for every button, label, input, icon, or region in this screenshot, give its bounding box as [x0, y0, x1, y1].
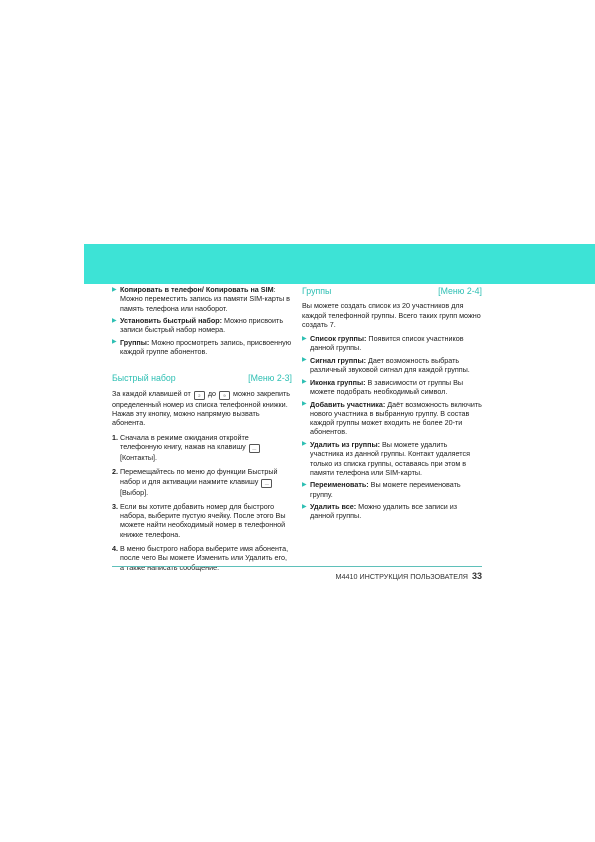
list-item [112, 316, 292, 335]
list-item [302, 440, 482, 477]
bullet-title: Установить быстрый набор: [120, 316, 223, 326]
section-title: Быстрый набор [112, 373, 176, 384]
key-9-icon: 9 [219, 391, 230, 400]
bullet-title: Группы: [120, 337, 150, 347]
bullet-text: Можно просмотреть запись, присвоенную каждой группе абонентов. [120, 337, 292, 357]
list-item [112, 338, 292, 357]
right-column [302, 285, 482, 524]
section-menu-ref: [Меню 2-3] [248, 373, 292, 384]
triangle-right-icon: ▶ [112, 286, 117, 293]
key-2-icon: 2 [194, 391, 205, 400]
intro-text: За каждой клавишей от [112, 388, 191, 398]
bullet-text: Даёт возможность включить нового участника в выбранную группу. В состав каждой группы может входить не более 20-ти абонентов. [310, 399, 482, 437]
list-item [302, 480, 482, 499]
section-heading-speed-dial [112, 374, 292, 383]
triangle-right-icon: ▶ [302, 441, 307, 448]
step-text: Сначала в режиме ожидания откройте телефонную книгу, нажав на клавишу [120, 432, 249, 451]
list-item [302, 378, 482, 397]
step-number: 4. [112, 544, 118, 554]
section-heading-groups [302, 287, 482, 296]
step-tail: [Выбор]. [120, 487, 149, 497]
list-item [112, 544, 292, 572]
step-tail: [Контакты]. [120, 452, 158, 462]
list-item [302, 400, 482, 437]
bullet-title: Удалить из группы: [310, 439, 380, 449]
step-text: В меню быстрого набора выберите имя абонента, после чего Вы можете Изменить или Удалить его, а также написать сообщение. [120, 544, 289, 572]
bullet-text: Вы можете удалить участника из данной группы. Контакт удаляется только из списка группы, оставаясь при этом в памяти телефона или SIM-карты. [310, 439, 470, 477]
bullet-title: Удалить все: [310, 502, 357, 512]
triangle-right-icon: ▶ [302, 481, 307, 488]
triangle-right-icon: ▶ [302, 503, 307, 510]
triangle-right-icon: ▶ [302, 357, 307, 364]
intro-text: до [207, 388, 217, 398]
bullet-title: Добавить участника: [310, 399, 386, 409]
page-number: 33 [471, 571, 482, 581]
step-number: 3. [112, 501, 118, 511]
list-item [112, 502, 292, 539]
bullet-title: Копировать в телефон/ Копировать на SIM [120, 285, 274, 294]
page-footer [335, 571, 482, 581]
triangle-right-icon: ▶ [112, 339, 117, 346]
header-band [84, 244, 595, 284]
section-title: Группы [302, 286, 332, 296]
bullet-text: Появится список участников данной группы. [310, 334, 464, 353]
bullet-text: Дает возможность выбрать различный звуковой сигнал для каждой группы. [310, 355, 470, 375]
triangle-right-icon: ▶ [112, 317, 117, 324]
right-bullet-list [302, 334, 482, 520]
section-menu-ref: [Меню 2-4] [438, 286, 482, 296]
left-column [112, 285, 292, 577]
left-bullet-list [112, 285, 292, 356]
list-item [302, 334, 482, 353]
bullet-title: Список группы: [310, 334, 367, 344]
bullet-text: : Можно переместить запись из памяти SIM-карты в память телефона или наоборот. [120, 285, 290, 313]
bullet-title: Сигнал группы: [310, 355, 367, 365]
list-item [112, 467, 292, 497]
step-text: Если вы хотите добавить номер для быстрого набора, выберите пустую ячейку. После этого Вы можете найти необходимый номер в телефонной книжке телефона. [120, 501, 286, 539]
step-number: 1. [112, 432, 118, 442]
bullet-text: Вы можете переименовать группу. [310, 480, 461, 499]
list-item [302, 502, 482, 521]
softkey-icon: — [249, 444, 260, 453]
list-item [112, 433, 292, 463]
bullet-title: Иконка группы: [310, 377, 366, 387]
speed-dial-intro [112, 389, 292, 428]
triangle-right-icon: ▶ [302, 379, 307, 386]
speed-dial-steps [112, 433, 292, 572]
bullet-text: Можно присвоить записи быстрый набор номера. [120, 316, 284, 335]
groups-intro: Вы можете создать список из 20 участников для каждой телефонной группы. Всего таких групп можно создать 7. [302, 301, 481, 329]
list-item [302, 356, 482, 375]
footer-divider [112, 566, 482, 567]
softkey-icon: — [261, 479, 272, 488]
step-text: Перемещайтесь по меню до функции Быстрый набор и для активации нажмите клавишу [120, 467, 278, 486]
footer-label: M4410 ИНСТРУКЦИЯ ПОЛЬЗОВАТЕЛЯ [335, 572, 468, 581]
triangle-right-icon: ▶ [302, 335, 307, 342]
list-item [112, 285, 292, 313]
step-number: 2. [112, 467, 118, 477]
bullet-text: В зависимости от группы Вы можете подобрать необходимый символ. [310, 377, 464, 397]
triangle-right-icon: ▶ [302, 401, 307, 408]
bullet-title: Переименовать: [310, 480, 369, 490]
intro-text: можно закрепить определенный номер из списка телефонной книжки. Нажав эту кнопку, можно напрямую вызвать абонента. [112, 388, 291, 428]
bullet-text: Можно удалить все записи из данной группы. [310, 502, 458, 521]
